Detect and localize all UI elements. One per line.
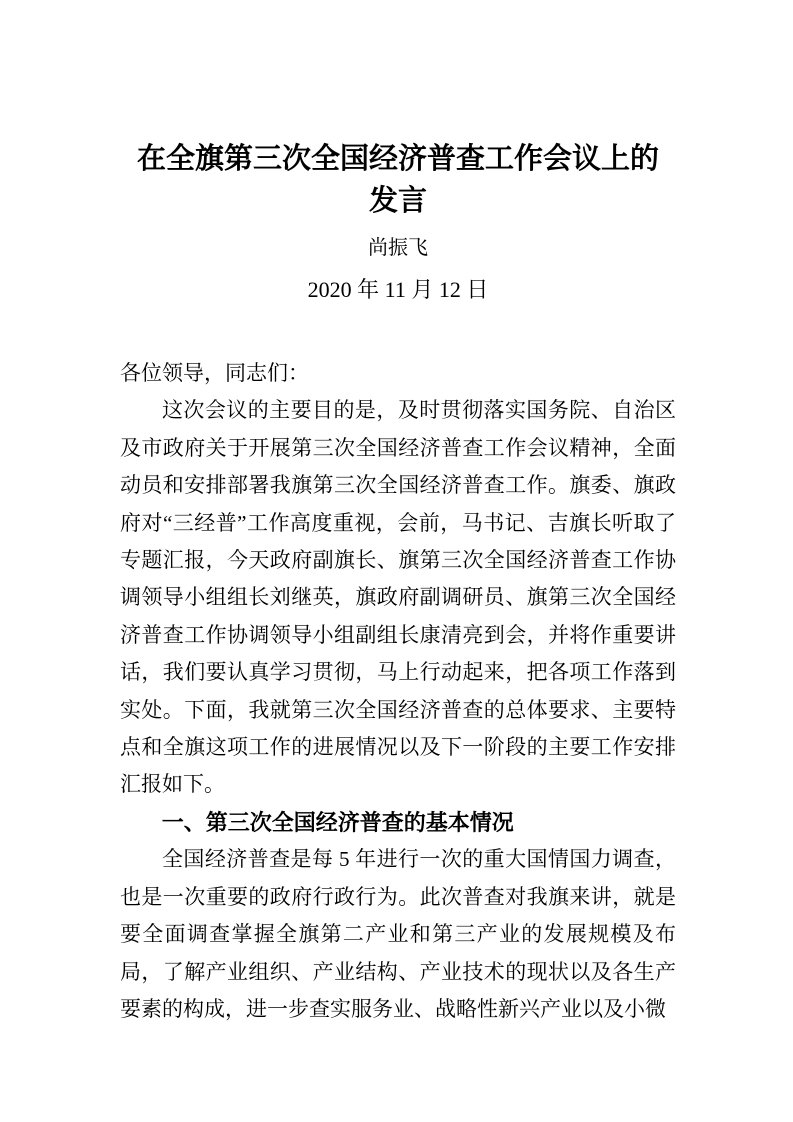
- document-date: 2020 年 11 月 12 日: [307, 277, 489, 302]
- paragraph-opening: 这次会议的主要目的是，及时贯彻落实国务院、自治区及市政府关于开展第三次全国经济普查工作会议精神，全面动员和安排部署我旗第三次全国经济普查工作。旗委、旗政府对“三经普”工作高度重视，会前，马书记、吉旗长听取了专题汇报，今天政府副旗长、旗第三次全国经济普查工作协调领导小组组长刘继英，旗政府副调研员、旗第三次全国经济普查工作协调领导小组副组长康清亮到会，并将作重要讲话，我们要认真学习贯彻，马上行动起来，把各项工作落到实处。下面，我就第三次全国经济普查的总体要求、主要特点和全旗这项工作的进展情况以及下一阶段的主要工作安排汇报如下。: [120, 398, 676, 797]
- document-title: 在全旗第三次全国经济普查工作会议上的发言: [136, 143, 659, 217]
- author-name: 尚振飞: [368, 237, 428, 259]
- salutation: 各位领导，同志们：: [120, 361, 309, 385]
- document-body: [120, 355, 676, 1028]
- section-heading-basic-situation: 一、第三次全国经济普查的基本情况: [161, 809, 514, 835]
- paragraph-census-overview: 全国经济普查是每 5 年进行一次的重大国情国力调查，也是一次重要的政府行政行为。此次普查对我旗来讲，就是要全面调查掌握全旗第二产业和第三产业的发展规模及布局，了解产业组织、产业结构、产业技术的现状以及各生产要素的构成，进一步查实服务业、战略性新兴产业以及小微: [120, 847, 676, 1021]
